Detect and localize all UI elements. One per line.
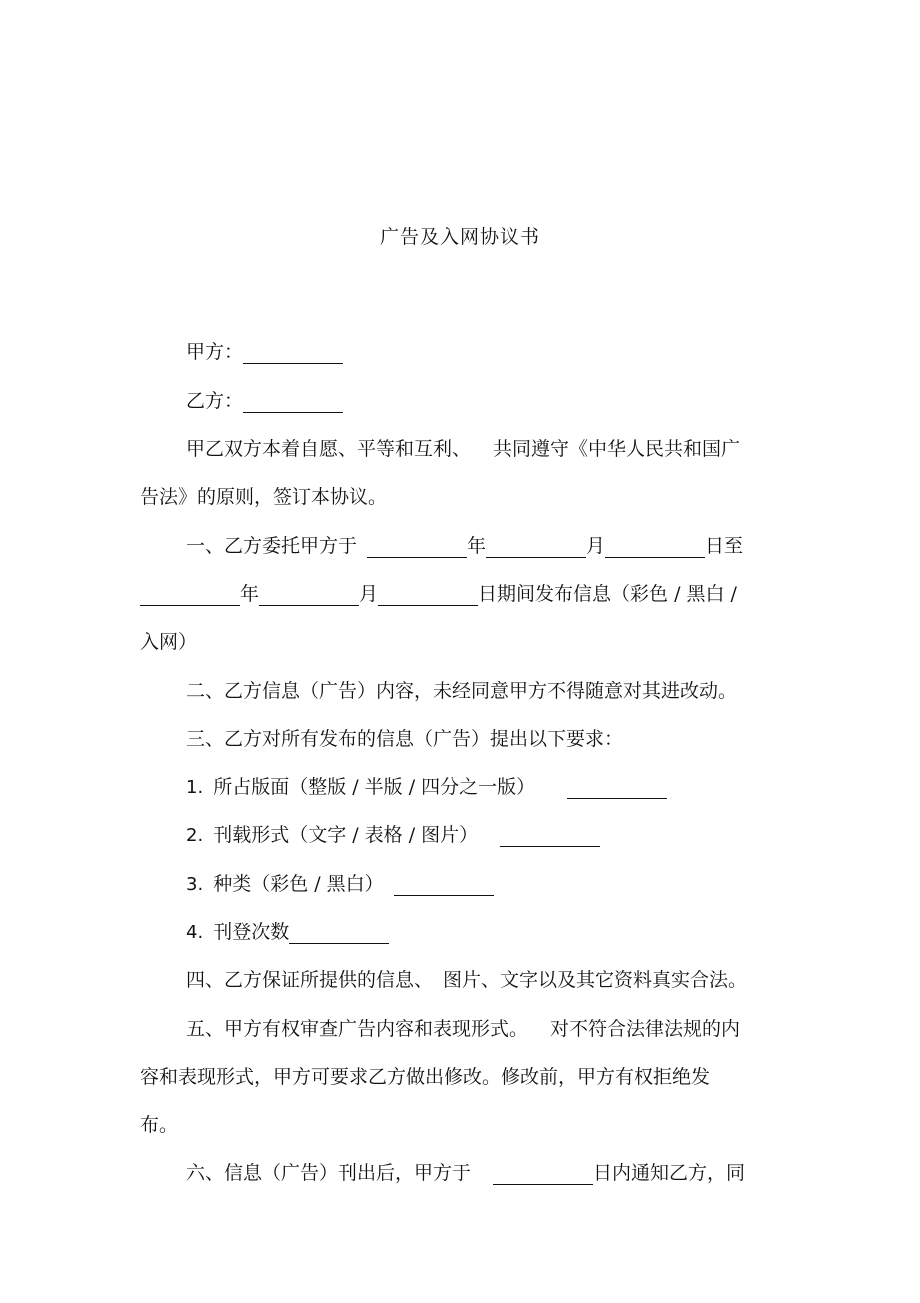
party-b-line: [186, 389, 343, 413]
clause-5-line-2: 容和表现形式，甲方可要求乙方做出修改。修改前，甲方有权拒绝发: [140, 1066, 711, 1088]
requirement-3-text: 种类（彩色 / 黑白）: [213, 873, 384, 895]
clause-5-line-3: 布。: [140, 1114, 179, 1136]
requirement-2: [186, 823, 600, 848]
clause-6-text-b: 日内通知乙方，同: [593, 1162, 746, 1184]
clause-4-text-a: 四、乙方保证所提供的信息、: [186, 969, 434, 991]
requirement-1-text: 所占版面（整版 / 半版 / 四分之一版）: [213, 776, 536, 798]
clause-1-text: 一、乙方委托甲方于: [186, 535, 358, 557]
year-label: 年: [467, 535, 487, 557]
month-label-2: 月: [359, 583, 379, 605]
requirement-2-text: 刊载形式（文字 / 表格 / 图片）: [213, 824, 479, 846]
clause-4-text-b: 图片、文字以及其它资料真实合法。: [443, 969, 748, 991]
clause-6-text-a: 六、信息（广告）刊出后，甲方于: [186, 1162, 472, 1184]
clause-6: [186, 1161, 745, 1185]
requirement-3-blank: [394, 873, 494, 896]
party-b-blank: [243, 390, 343, 413]
requirement-1-blank: [567, 776, 667, 799]
intro-line-2: 告法》的原则，签订本协议。: [140, 486, 388, 508]
intro-text-b: 共同遵守《中华人民共和国广: [493, 438, 741, 460]
end-day-blank: [378, 583, 478, 606]
clause-4: [186, 968, 747, 992]
clause-5-text-a: 五、甲方有权审查广告内容和表现形式。: [186, 1018, 529, 1040]
month-label: 月: [586, 535, 606, 557]
start-day-blank: [605, 535, 705, 558]
requirement-2-number: 2.: [186, 825, 204, 846]
requirement-3: [186, 872, 494, 897]
clause-5-text-b: 对不符合法律法规的内: [550, 1018, 741, 1040]
clause-1-line-1: [186, 534, 743, 558]
requirement-4-number: 4.: [186, 922, 204, 943]
requirement-1: [186, 775, 667, 800]
intro-text-a: 甲乙双方本着自愿、平等和互利、: [186, 438, 472, 460]
party-a-line: [186, 340, 343, 364]
clause-5-line-1: [186, 1017, 740, 1041]
clause-2: 二、乙方信息（广告）内容，未经同意甲方不得随意对其进改动。: [186, 680, 738, 702]
intro-line-1: [186, 437, 740, 461]
document-title: 广告及入网协议书: [379, 226, 540, 248]
end-month-blank: [259, 583, 359, 606]
day-to-label: 日至: [705, 535, 744, 557]
party-a-label: 甲方：: [186, 341, 244, 363]
notice-days-blank: [493, 1162, 593, 1185]
start-month-blank: [486, 535, 586, 558]
requirement-3-number: 3.: [186, 874, 204, 895]
clause-1-line-2: [140, 582, 737, 606]
clause-1-line-3: 入网）: [140, 631, 198, 653]
requirement-4: [186, 920, 389, 945]
start-year-blank: [367, 535, 467, 558]
end-year-blank: [140, 583, 240, 606]
year-label-2: 年: [240, 583, 260, 605]
period-text: 日期间发布信息（彩色 / 黑白 /: [478, 583, 737, 605]
requirement-2-blank: [500, 824, 600, 847]
party-b-label: 乙方：: [186, 390, 244, 412]
requirement-4-blank: [289, 921, 389, 944]
clause-3: 三、乙方对所有发布的信息（广告）提出以下要求：: [186, 728, 624, 750]
requirement-4-text: 刊登次数: [213, 921, 290, 943]
requirement-1-number: 1.: [186, 777, 204, 798]
party-a-blank: [243, 341, 343, 364]
